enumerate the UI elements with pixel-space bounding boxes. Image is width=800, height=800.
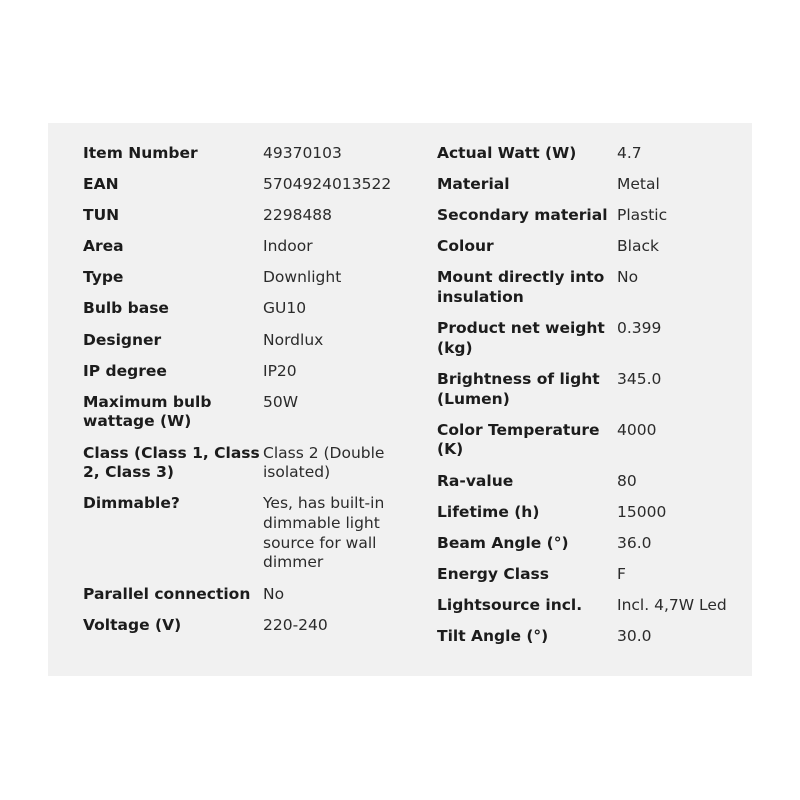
spec-row-material — [437, 175, 742, 195]
spec-value: 5704924013522 — [263, 175, 392, 194]
spec-row-mount-insulation — [437, 268, 742, 307]
spec-row-secondary-material — [437, 206, 742, 226]
spec-value: Indoor — [263, 237, 313, 256]
spec-row-parallel-connection — [83, 585, 393, 605]
spec-row-color-temperature — [437, 421, 742, 460]
spec-label: Mount directly into insulation — [437, 268, 605, 307]
spec-label: Item Number — [83, 144, 198, 162]
spec-value: F — [617, 564, 626, 583]
spec-label: Bulb base — [83, 299, 169, 318]
spec-label: Product net weight (kg) — [437, 319, 605, 357]
spec-label: Brightness of light (Lumen) — [437, 369, 600, 408]
spec-value: IP20 — [263, 361, 297, 380]
spec-row-class — [83, 444, 393, 483]
spec-value: 4.7 — [617, 144, 642, 162]
spec-row-ean — [83, 175, 393, 195]
spec-value: 80 — [617, 471, 637, 490]
spec-row-voltage — [83, 616, 393, 636]
spec-row-max-bulb-wattage — [83, 393, 393, 432]
spec-row-tun — [83, 206, 393, 226]
spec-value: 220-240 — [263, 615, 328, 634]
spec-label: IP degree — [83, 361, 167, 380]
spec-row-beam-angle — [437, 534, 742, 554]
spec-label: Dimmable? — [83, 494, 180, 513]
spec-row-lightsource-incl — [437, 596, 742, 616]
spec-value: 4000 — [617, 420, 657, 439]
spec-label: Beam Angle (°) — [437, 533, 569, 552]
spec-column-right — [437, 144, 742, 658]
spec-value: 345.0 — [617, 369, 662, 388]
spec-label: Tilt Angle (°) — [437, 627, 549, 646]
spec-row-net-weight — [437, 319, 742, 358]
spec-row-area — [83, 237, 393, 257]
spec-value: Metal — [617, 175, 660, 194]
spec-row-brightness — [437, 370, 742, 409]
spec-label: Parallel connection — [83, 584, 251, 603]
spec-value: Plastic — [617, 206, 668, 225]
spec-label: Colour — [437, 237, 494, 256]
spec-label: Material — [437, 175, 510, 194]
spec-label: TUN — [83, 206, 120, 225]
spec-label: Ra-value — [437, 471, 514, 490]
spec-value: Class 2 (Double isolated) — [263, 443, 385, 482]
spec-label: Lightsource incl. — [437, 595, 583, 614]
spec-value: Black — [617, 237, 659, 256]
spec-table — [48, 123, 752, 676]
spec-label: Type — [83, 268, 124, 287]
spec-row-ra-value — [437, 472, 742, 492]
spec-row-dimmable — [83, 494, 393, 573]
spec-value: Nordlux — [263, 330, 324, 349]
spec-value: Yes, has built-in dimmable light source for wall dimmer — [263, 494, 385, 572]
spec-value: 30.0 — [617, 627, 652, 646]
spec-value: 0.399 — [617, 319, 662, 338]
spec-row-bulb-base — [83, 299, 393, 319]
spec-label: Area — [83, 237, 124, 256]
spec-label: Secondary material — [437, 206, 608, 225]
spec-row-ip-degree — [83, 362, 393, 382]
spec-row-colour — [437, 237, 742, 257]
spec-value: GU10 — [263, 299, 307, 318]
spec-row-type — [83, 268, 393, 288]
spec-label: Lifetime (h) — [437, 502, 540, 521]
spec-column-left — [83, 144, 393, 647]
spec-label: Color Temperature (K) — [437, 420, 600, 459]
spec-label: Designer — [83, 330, 162, 349]
spec-value: 2298488 — [263, 206, 333, 225]
spec-value: 36.0 — [617, 533, 652, 552]
spec-value: 49370103 — [263, 144, 342, 162]
spec-value: Downlight — [263, 268, 342, 287]
spec-row-designer — [83, 331, 393, 351]
spec-label: EAN — [83, 175, 119, 194]
spec-label: Maximum bulb wattage (W) — [83, 392, 212, 431]
spec-label: Energy Class — [437, 564, 549, 583]
spec-value: No — [617, 268, 639, 287]
spec-value: 50W — [263, 392, 299, 411]
spec-row-tilt-angle — [437, 627, 742, 647]
spec-value: Incl. 4,7W Led — [617, 595, 727, 614]
spec-row-lifetime — [437, 503, 742, 523]
spec-label: Voltage (V) — [83, 615, 182, 634]
spec-label: Actual Watt (W) — [437, 144, 577, 162]
spec-value: No — [263, 584, 285, 603]
spec-row-energy-class — [437, 565, 742, 585]
spec-row-item-number — [83, 144, 393, 164]
spec-label: Class (Class 1, Class 2, Class 3) — [83, 443, 260, 482]
spec-value: 15000 — [617, 502, 667, 521]
spec-row-actual-watt — [437, 144, 742, 164]
